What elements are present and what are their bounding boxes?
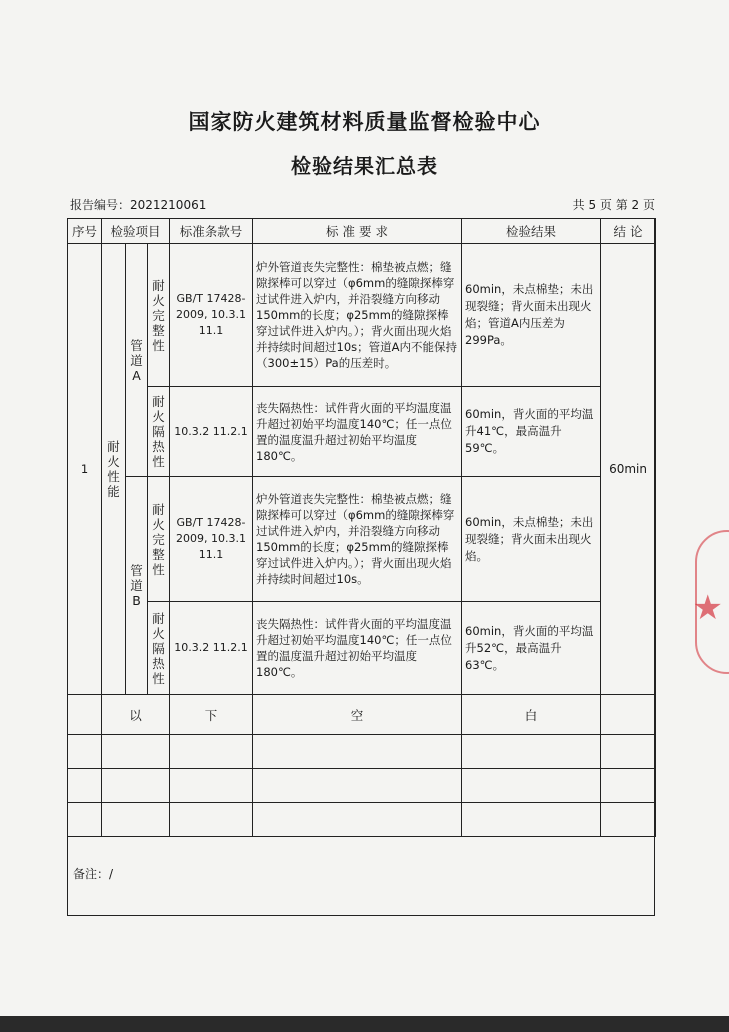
requirement-cell: 丧失隔热性：试件背火面的平均温度温升超过初始平均温度140℃；任一点位置的温度温升超过初始平均温度180℃。: [253, 387, 462, 477]
seq-cell: 1: [68, 244, 102, 695]
empty-marker: 以: [102, 695, 170, 735]
results-table: [67, 218, 656, 837]
result-cell: 60min，未点棉垫；未出现裂缝；背火面未出现火焰。: [462, 477, 601, 602]
star-icon: ★: [692, 588, 723, 628]
clause-cell: 10.3.2 11.2.1: [170, 387, 253, 477]
item-text: 耐火完整性: [152, 501, 165, 577]
requirement-cell: 炉外管道丧失完整性：棉垫被点燃；缝隙探棒可以穿过（φ6mm的缝隙探棒穿过试件进入炉内，并沿裂缝方向移动150mm的长度；φ25mm的缝隙探棒穿过试件进入炉内。）；背火面出现火焰并持续时间超过10s；管道A内不能保持（300±15）Pa的压差时。: [253, 244, 462, 387]
item-cell: [148, 477, 170, 602]
requirement-cell: 丧失隔热性：试件背火面的平均温度温升超过初始平均温度140℃；任一点位置的温度温升超过初始平均温度180℃。: [253, 602, 462, 695]
report-number: 报告编号：2021210061: [70, 198, 207, 212]
item-cell: [148, 244, 170, 387]
blank-row: [68, 735, 656, 769]
empty-marker-row: [68, 695, 656, 735]
page-info: 共 5 页 第 2 页: [572, 198, 655, 212]
col-seq: 序号: [68, 219, 102, 244]
item-cell: [148, 602, 170, 695]
table-row: [68, 387, 656, 477]
result-cell: 60min，背火面的平均温升52℃，最高温升63℃。: [462, 602, 601, 695]
conclusion-cell: 60min: [601, 244, 656, 695]
requirement-cell: 炉外管道丧失完整性：棉垫被点燃；缝隙探棒可以穿过（φ6mm的缝隙探棒穿过试件进入炉内，并沿裂缝方向移动150mm的长度；φ25mm的缝隙探棒穿过试件进入炉内。）；背火面出现火焰并持续时间超过10s。: [253, 477, 462, 602]
group-b-cell: [126, 477, 148, 695]
item-text: 耐火隔热性: [152, 610, 165, 686]
clause-cell: GB/T 17428-2009, 10.3.1 11.1: [170, 244, 253, 387]
clause-cell: GB/T 17428-2009, 10.3.1 11.1: [170, 477, 253, 602]
category-cell: [102, 244, 126, 695]
col-requirement: 标 准 要 求: [253, 219, 462, 244]
group-a-cell: [126, 244, 148, 477]
category-text: 耐火性能: [107, 439, 120, 499]
col-conclusion: 结 论: [601, 219, 656, 244]
remarks: 备注：/: [73, 867, 114, 881]
item-cell: [148, 387, 170, 477]
blank-row: [68, 769, 656, 803]
col-item: 检验项目: [102, 219, 170, 244]
table-row: [68, 602, 656, 695]
result-cell: 60min，未点棉垫；未出现裂缝；背火面未出现火焰；管道A内压差为299Pa。: [462, 244, 601, 387]
header-row: [68, 219, 656, 244]
group-a-text: 管道A: [130, 337, 143, 383]
col-clause: 标准条款号: [170, 219, 253, 244]
empty-marker: 下: [170, 695, 253, 735]
col-result: 检验结果: [462, 219, 601, 244]
result-cell: 60min，背火面的平均温升41℃，最高温升59℃。: [462, 387, 601, 477]
center-title: 国家防火建筑材料质量监督检验中心: [188, 110, 541, 134]
blank-row: [68, 803, 656, 837]
table-row: [68, 244, 656, 387]
empty-marker: 空: [253, 695, 462, 735]
table-row: [68, 477, 656, 602]
item-text: 耐火隔热性: [152, 394, 165, 469]
group-b-text: 管道B: [130, 563, 143, 608]
clause-cell: 10.3.2 11.2.1: [170, 602, 253, 695]
scan-edge: [0, 1016, 729, 1032]
table-title: 检验结果汇总表: [291, 154, 438, 178]
item-text: 耐火完整性: [152, 277, 165, 353]
empty-marker: 白: [462, 695, 601, 735]
